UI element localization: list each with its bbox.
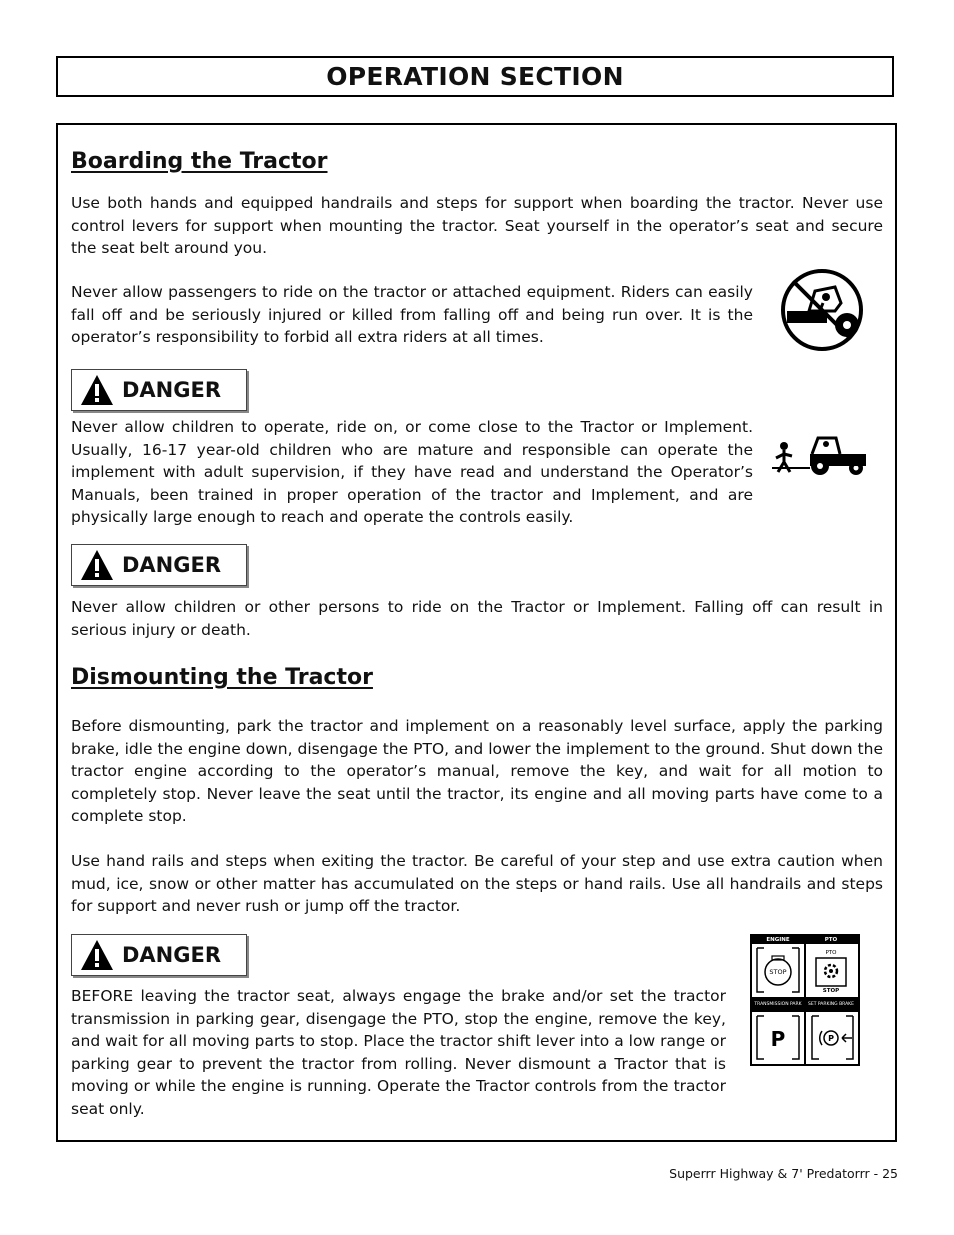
page-footer: Superrr Highway & 7' Predatorrr - 25 — [669, 1166, 898, 1181]
warning-icon — [80, 939, 114, 971]
danger-label-3 — [71, 934, 247, 976]
danger-text: DANGER — [122, 553, 222, 577]
tractor-controls-icon — [750, 934, 860, 1066]
warning-icon — [80, 374, 114, 406]
danger-label-1 — [71, 369, 247, 411]
danger-text: DANGER — [122, 378, 222, 402]
pto-stop-label: PTO — [825, 950, 837, 956]
danger-text: DANGER — [122, 943, 222, 967]
danger-1-text: Never allow children to operate, ride on, or come close to the Tractor or Implement. Usually, 16-17 year-old children who are mature and responsible can operate the implement with adult supervision, if they have read and understand the Operator’s Manuals, been trained in proper operation of the tractor and Implement, and are physically large enough to reach and operate the controls easily. — [71, 418, 753, 526]
boarding-paragraph-1: Use both hands and equipped handrails and steps for support when boarding the tractor. Never use control levers for support when mounting the tractor. Seat yourself in the operator’s seat and secure the seat belt around you. — [71, 194, 883, 257]
section-header — [56, 56, 894, 97]
transmission-park-label: TRANSMISSION PARK — [754, 1002, 802, 1007]
section-title: OPERATION SECTION — [326, 62, 624, 91]
pto-label: PTO — [824, 937, 838, 943]
danger-2-text: Never allow children or other persons to ride on the Tractor or Implement. Falling off can result in serious injury or death. — [71, 598, 883, 639]
dismounting-paragraph-2: Use hand rails and steps when exiting the tractor. Be careful of your step and use extra caution when mud, ice, snow or other matter has accumulated on the steps or hand rails. Use all handrails and steps for support and never rush or jump off the tractor. — [71, 852, 883, 915]
engine-stop-label: STOP — [769, 968, 787, 976]
danger-label-2 — [71, 544, 247, 586]
brake-letter: P — [828, 1034, 834, 1043]
dismounting-heading: Dismounting the Tractor — [71, 665, 373, 690]
warning-icon — [80, 549, 114, 581]
engine-label: ENGINE — [766, 937, 790, 943]
boarding-heading: Boarding the Tractor — [71, 149, 328, 174]
park-letter: P — [770, 1027, 786, 1051]
danger-3-text: BEFORE leaving the tractor seat, always engage the brake and/or set the tractor transmission in parking gear, disengage the PTO, stop the engine, remove the key, and wait for all moving parts to stop. Place the tractor shift lever into a low range or parking gear to prevent the tractor from rolling. Never dismount a Tractor that is moving or while the engine is running. Operate the Tractor controls from the tractor seat only. — [71, 987, 726, 1118]
child-tractor-icon — [770, 432, 868, 478]
parking-brake-label: SET PARKING BRAKE — [808, 1002, 854, 1007]
no-riders-icon — [779, 267, 865, 353]
boarding-paragraph-2: Never allow passengers to ride on the tractor or attached equipment. Riders can easily fall off and be seriously injured or killed from falling off and being run over. It is the operator’s responsibility to forbid all extra riders at all times. — [71, 283, 753, 346]
dismounting-paragraph-1: Before dismounting, park the tractor and implement on a reasonably level surface, apply the parking brake, idle the engine down, disengage the PTO, and lower the implement to the ground. Shut down the tractor engine according to the operator’s manual, remove the key, and wait for all motion to completely stop. Never leave the seat until the tractor, its engine and all moving parts have come to a complete stop. — [71, 717, 883, 825]
pto-stop-text: STOP — [822, 988, 840, 994]
